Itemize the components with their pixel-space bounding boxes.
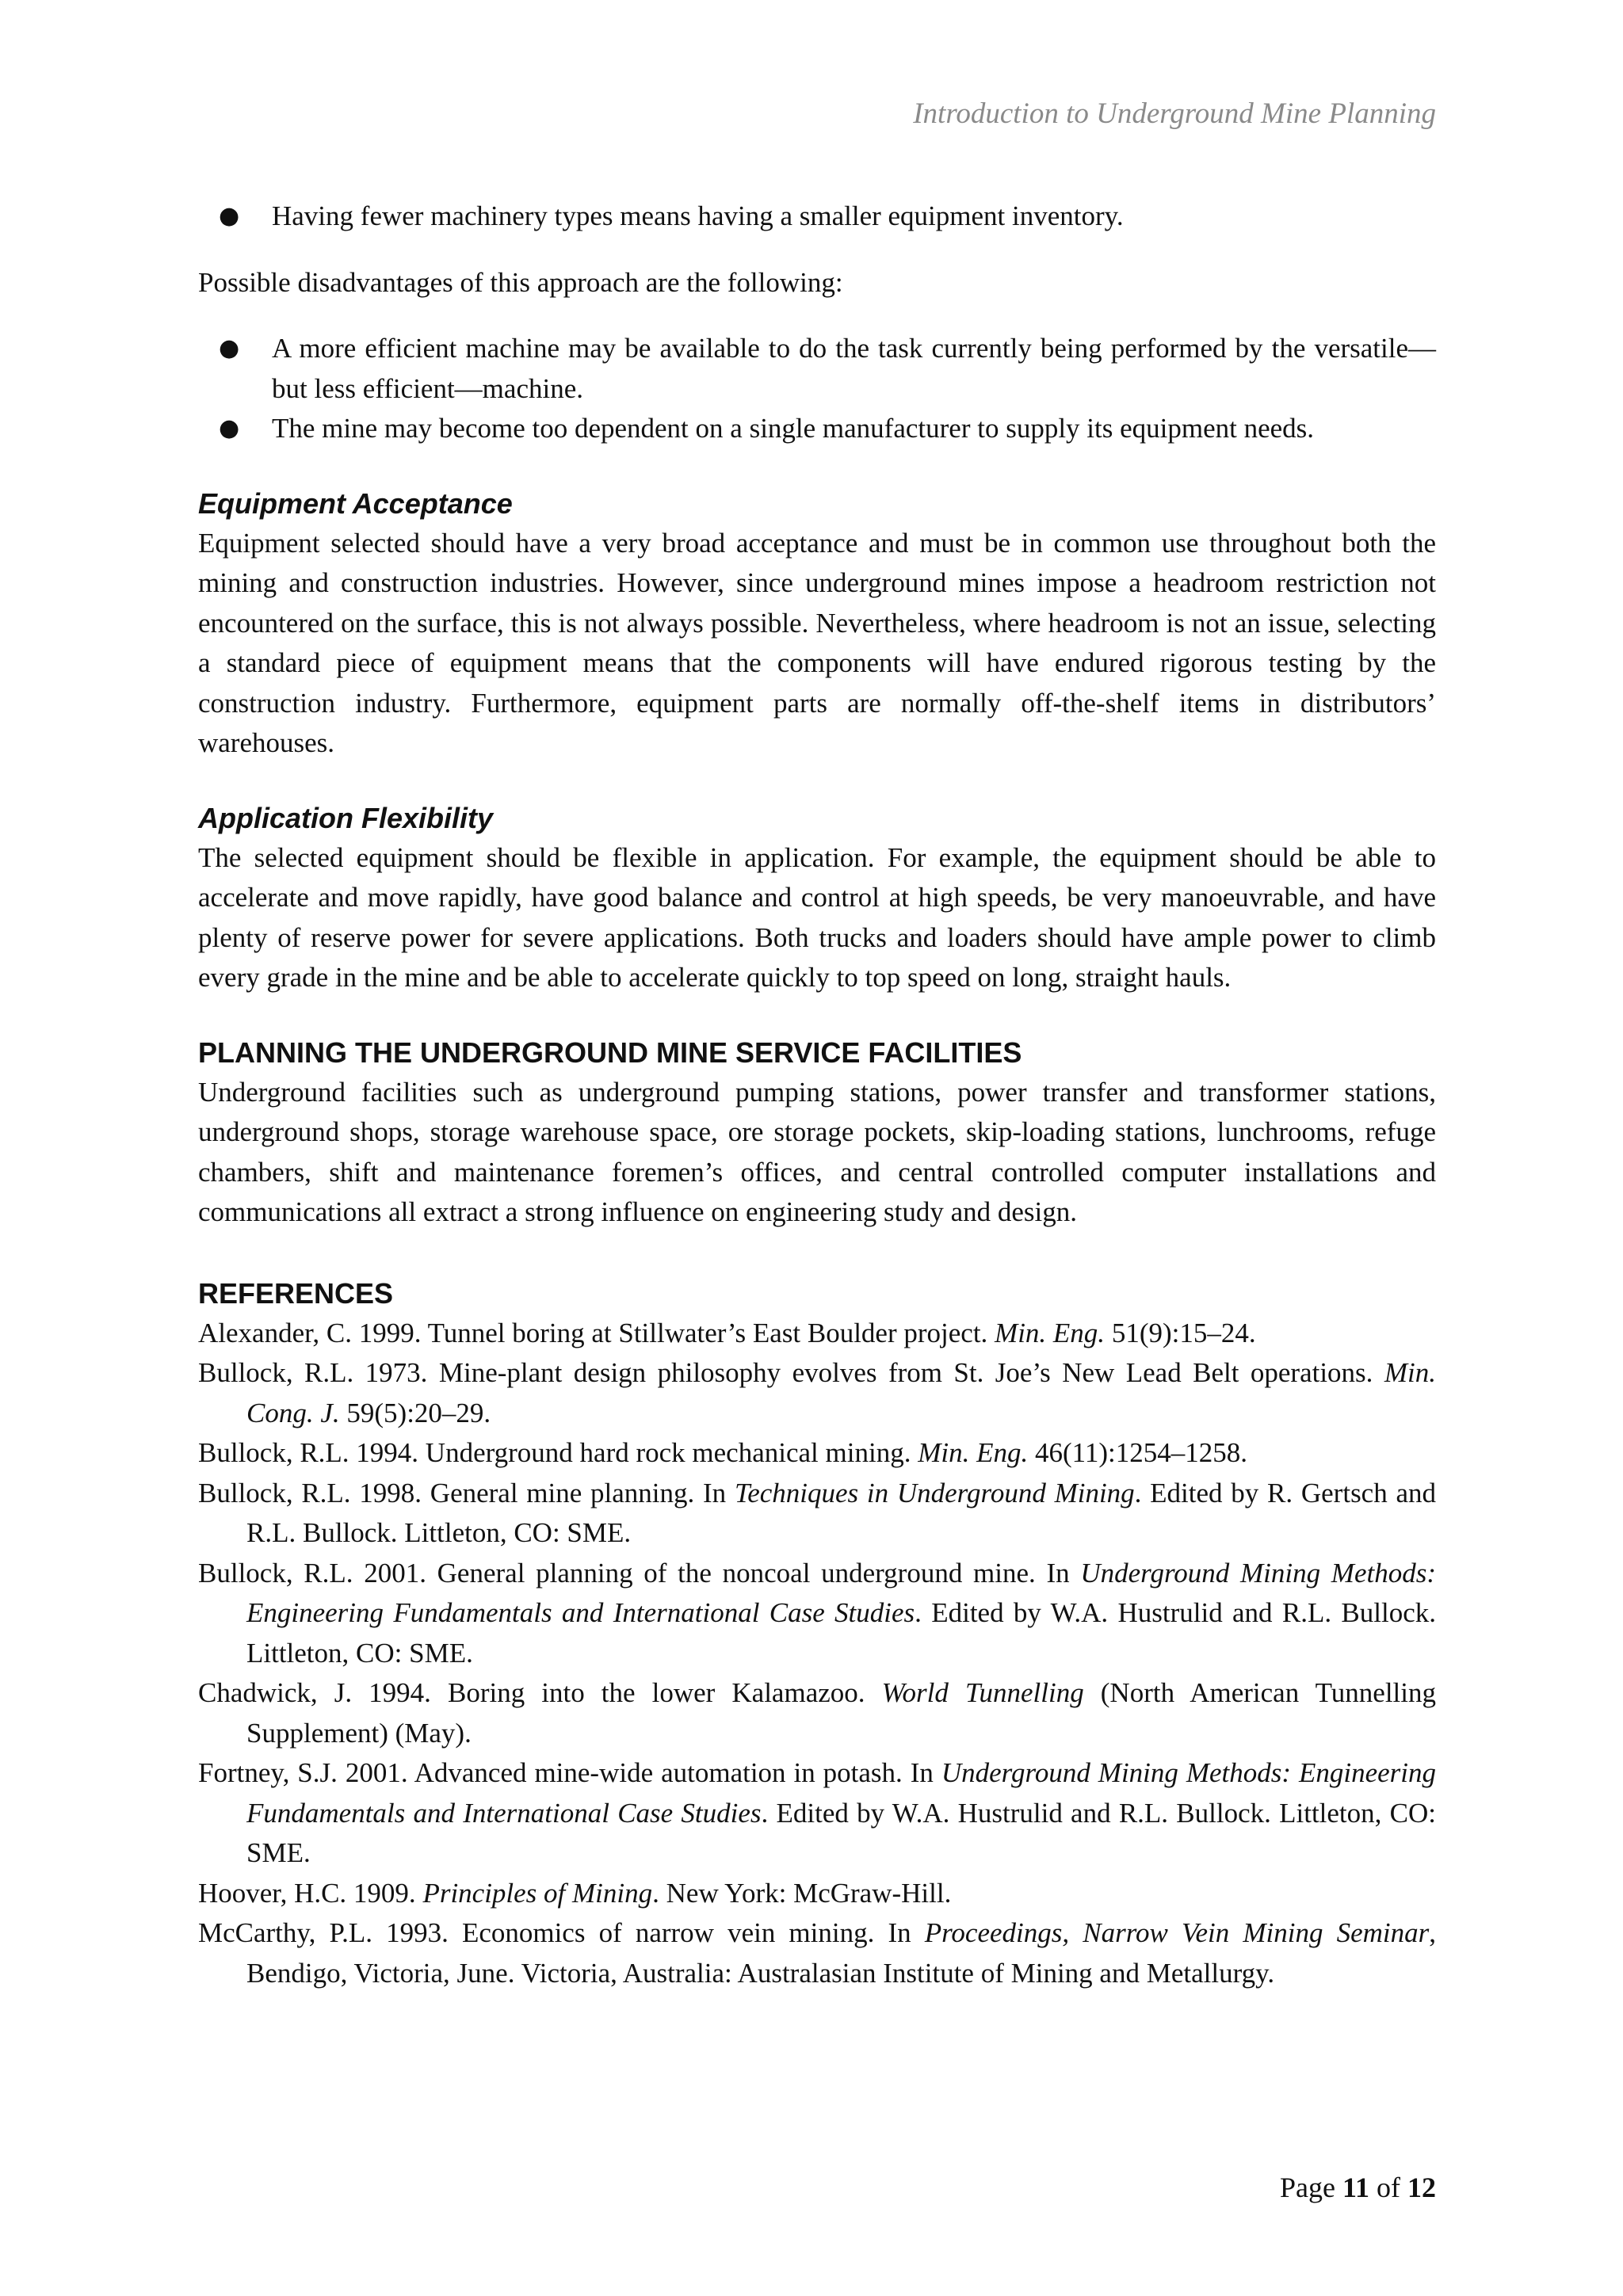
- reference-item: Bullock, R.L. 1998. General mine planning. In Techniques in Underground Mining. Edited by R. Gertsch and R.L. Bullock. Littleton, CO: SME.: [198, 1477, 1437, 1548]
- list-item-text: The mine may become too dependent on a single manufacturer to supply its equipment needs.: [272, 413, 1315, 444]
- running-header: Introduction to Underground Mine Planning: [913, 97, 1436, 130]
- application-flexibility-heading: Application Flexibility: [198, 801, 494, 834]
- page-number: Page 11 of 12: [1280, 2172, 1436, 2203]
- reference-item: Fortney, S.J. 2001. Advanced mine-wide automation in potash. In Underground Mining Methods: Engineering Fundamentals and International Case Studies. Edited by W.A. Hustrulid and R.L. Bullock. Littleton, CO: SME.: [198, 1757, 1436, 1868]
- reference-item: Hoover, H.C. 1909. Principles of Mining. New York: McGraw-Hill.: [198, 1877, 952, 1909]
- advantages-bullet-list: [198, 196, 1436, 237]
- disadvantages-bullet-list: [198, 329, 1436, 449]
- reference-item: Alexander, C. 1999. Tunnel boring at Stillwater’s East Boulder project. Min. Eng. 51(9):15–24.: [198, 1317, 1256, 1348]
- bullet-icon: ●: [219, 334, 240, 362]
- page-content: [198, 196, 1436, 1993]
- equipment-acceptance-paragraph: Equipment selected should have a very broad acceptance and must be in common use throughout both the mining and construction industries. However, since underground mines impose a headroom restriction not encountered on the surface, this is not always possible. Nevertheless, where headroom is not an issue, selecting a standard piece of equipment means that the components will have endured rigorous testing by the construction industry. Furthermore, equipment parts are normally off-the-shelf items in distributors’ warehouses.: [198, 527, 1436, 758]
- list-item: [198, 196, 1436, 237]
- reference-item: Bullock, R.L. 2001. General planning of the noncoal underground mine. In Underground Mining Methods: Engineering Fundamentals and International Case Studies. Edited by W.A. Hustrulid and R.L. Bullock. Littleton, CO: SME.: [198, 1557, 1436, 1669]
- disadvantages-intro: Possible disadvantages of this approach are the following:: [198, 266, 843, 298]
- document-page: [198, 0, 1436, 2296]
- reference-item: Chadwick, J. 1994. Boring into the lower Kalamazoo. World Tunnelling (North American Tunnelling Supplement) (May).: [198, 1677, 1437, 1749]
- service-facilities-heading: PLANNING THE UNDERGROUND MINE SERVICE FACILITIES: [198, 1035, 1022, 1069]
- reference-item: Bullock, R.L. 1973. Mine-plant design philosophy evolves from St. Joe’s New Lead Belt operations. Min. Cong. J. 59(5):20–29.: [198, 1357, 1436, 1428]
- list-item-text: A more efficient machine may be available to do the task currently being performed by the versatile—but less efficient—machine.: [272, 333, 1436, 404]
- references-list: [198, 1314, 1436, 1994]
- references-heading: REFERENCES: [198, 1276, 394, 1310]
- list-item-text: Having fewer machinery types means having a smaller equipment inventory.: [272, 200, 1124, 231]
- list-item: [198, 329, 1436, 409]
- service-facilities-paragraph: Underground facilities such as underground pumping stations, power transfer and transformer stations, underground shops, storage warehouse space, ore storage pockets, skip-loading stations, lunchrooms, refuge chambers, shift and maintenance foremen’s offices, and central controlled computer installations and communications all extract a strong influence on engineering study and design.: [198, 1076, 1436, 1227]
- equipment-acceptance-heading: Equipment Acceptance: [198, 486, 513, 520]
- reference-item: Bullock, R.L. 1994. Underground hard rock mechanical mining. Min. Eng. 46(11):1254–1258.: [198, 1437, 1247, 1468]
- bullet-icon: ●: [219, 202, 240, 230]
- bullet-icon: ●: [219, 414, 240, 442]
- reference-item: McCarthy, P.L. 1993. Economics of narrow vein mining. In Proceedings, Narrow Vein Mining Seminar, Bendigo, Victoria, June. Victoria, Australia: Australasian Institute of Mining and Metallurgy.: [198, 1917, 1436, 1989]
- list-item: [198, 409, 1436, 449]
- application-flexibility-paragraph: The selected equipment should be flexible in application. For example, the equipment should be able to accelerate and move rapidly, have good balance and control at high speeds, be very manoeuvrable, and have plenty of reserve power for severe applications. Both trucks and loaders should have ample power to climb every grade in the mine and be able to accelerate quickly to top speed on long, straight hauls.: [198, 841, 1436, 993]
